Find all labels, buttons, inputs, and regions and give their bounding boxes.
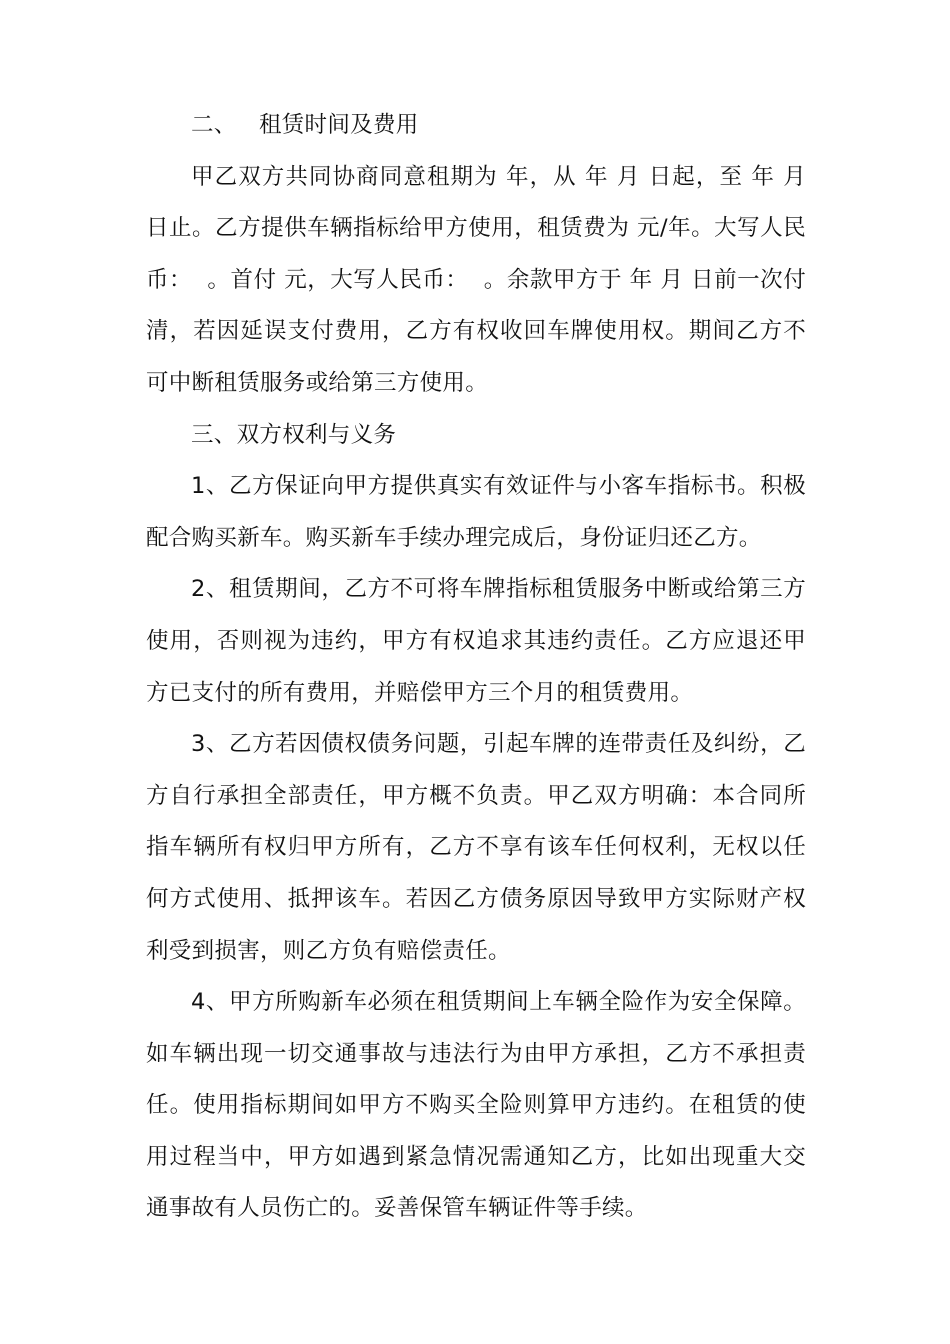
- section-2-body: 甲乙双方共同协商同意租期为 年，从 年 月 日起，至 年 月 日止。乙方提供车辆指标给甲方使用，租赁费为 元/年。大写人民币： 。首付 元，大写人民币： 。余款甲方于 年 月 日前一次付清，若因延误支付费用，乙方有权收回车牌使用权。期间乙方不可中断租赁服务或给第三方使用。: [146, 163, 814, 396]
- section-3-heading: 三、双方权利与义务: [191, 421, 397, 448]
- clause-2: 2、租赁期间，乙方不可将车牌指标租赁服务中断或给第三方使用，否则视为违约，甲方有权追求其违约责任。乙方应退还甲方已支付的所有费用，并赔偿甲方三个月的租赁费用。: [146, 576, 806, 706]
- clause-4: 4、甲方所购新车必须在租赁期间上车辆全险作为安全保障。如车辆出现一切交通事故与违法行为由甲方承担，乙方不承担责任。使用指标期间如甲方不购买全险则算甲方违约。在租赁的使用过程当中，甲方如遇到紧急情况需通知乙方，比如出现重大交通事故有人员伤亡的。妥善保管车辆证件等手续。: [146, 989, 806, 1222]
- clause-3: 3、乙方若因债权债务问题，引起车牌的连带责任及纠纷，乙方自行承担全部责任，甲方概不负责。甲乙双方明确：本合同所指车辆所有权归甲方所有，乙方不享有该车任何权利，无权以任何方式使用、抵押该车。若因乙方债务原因导致甲方实际财产权利受到损害，则乙方负有赔偿责任。: [146, 731, 806, 964]
- section-2-heading: 二、 租赁时间及费用: [191, 112, 419, 138]
- clause-1: 1、乙方保证向甲方提供真实有效证件与小客车指标书。积极配合购买新车。购买新车手续办理完成后，身份证归还乙方。: [146, 473, 806, 551]
- document-page: [146, 100, 814, 1235]
